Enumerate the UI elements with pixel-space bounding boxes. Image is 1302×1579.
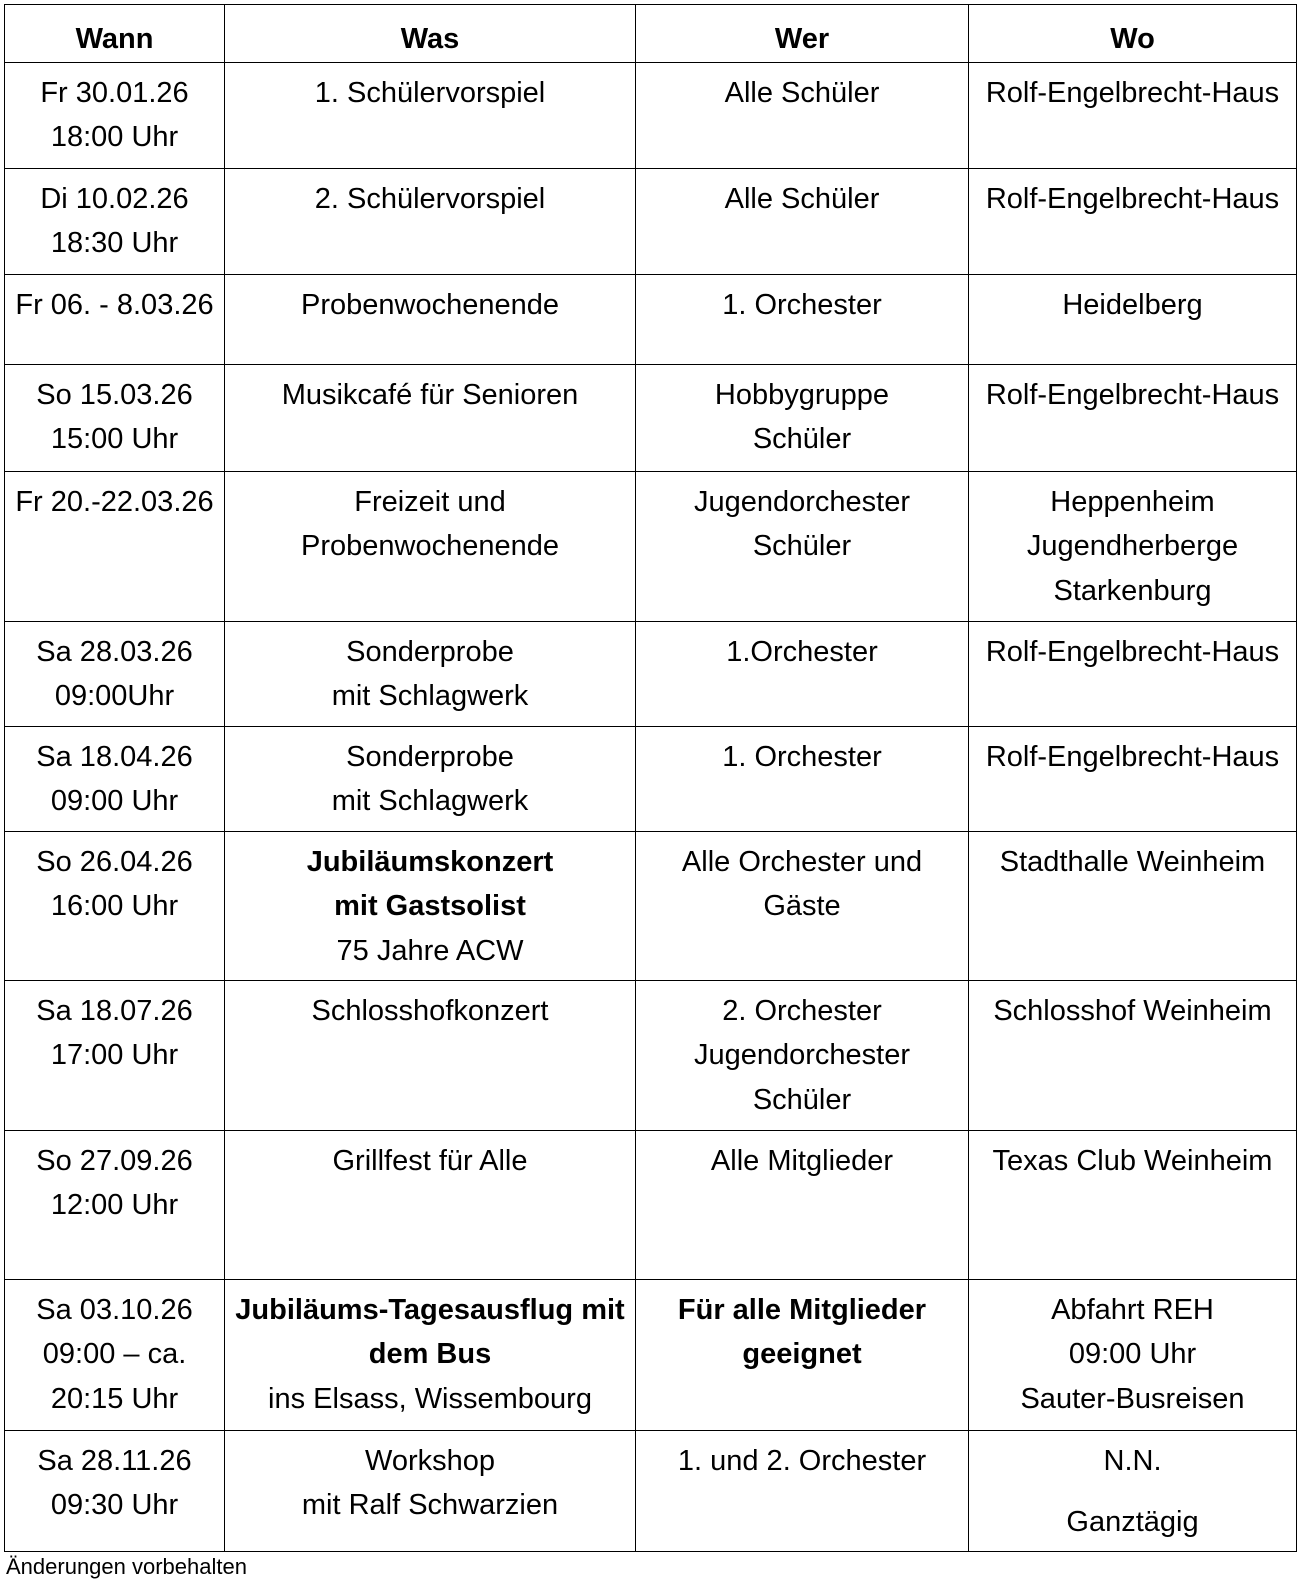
cell-line: Sauter-Busreisen <box>1020 1382 1245 1415</box>
cell-line: mit Ralf Schwarzien <box>301 1489 559 1521</box>
footnote: Änderungen vorbehalten <box>6 1554 247 1579</box>
cell-line: Freizeit und <box>354 485 506 518</box>
cell-line: Fr 20.-22.03.26 <box>15 485 214 518</box>
cell-wo <box>969 168 1297 274</box>
cell-was <box>225 1430 636 1551</box>
cell-line: Rolf-Engelbrecht-Haus <box>985 740 1280 773</box>
cell-wann <box>5 726 225 831</box>
cell-line: 1. Orchester <box>722 740 882 773</box>
cell-line: Schüler <box>752 1083 852 1116</box>
cell-wo <box>969 726 1297 831</box>
cell-wann <box>5 168 225 274</box>
cell-wann <box>5 1430 225 1551</box>
cell-line: Hobbygruppe <box>714 378 890 411</box>
cell-wo <box>969 621 1297 726</box>
cell-line: mit Schlagwerk <box>331 785 529 817</box>
cell-wann <box>5 471 225 621</box>
cell-line: Probenwochenende <box>301 288 559 321</box>
cell-line: Schüler <box>752 530 852 562</box>
cell-line: 1. Schülervorspiel <box>314 76 546 109</box>
header-wo: Wo <box>969 5 1297 63</box>
cell-line-bold: dem Bus <box>368 1338 492 1370</box>
cell-was <box>225 831 636 980</box>
table-row <box>5 1279 1297 1430</box>
cell-line: Schlosshofkonzert <box>311 994 549 1027</box>
cell-line: Gäste <box>763 890 841 922</box>
header-was: Was <box>225 5 636 63</box>
cell-wer <box>636 621 969 726</box>
cell-wann <box>5 980 225 1130</box>
cell-wo <box>969 980 1297 1130</box>
cell-line: Starkenburg <box>1053 574 1212 607</box>
cell-line: 1. Orchester <box>722 288 882 321</box>
cell-line: Probenwochenende <box>301 530 559 562</box>
cell-line: Rolf-Engelbrecht-Haus <box>985 635 1280 668</box>
cell-line-bold: mit Gastsolist <box>334 890 526 922</box>
cell-line: Texas Club Weinheim <box>992 1144 1273 1177</box>
cell-was <box>225 1130 636 1279</box>
cell-line: N.N. <box>1103 1444 1162 1477</box>
table-row <box>5 364 1297 471</box>
cell-line: Alle Schüler <box>724 182 880 215</box>
cell-wo <box>969 62 1297 168</box>
cell-wer <box>636 1430 969 1551</box>
cell-line: Heppenheim <box>1050 485 1215 518</box>
cell-line: Alle Schüler <box>724 76 880 109</box>
header-wer: Wer <box>636 5 969 63</box>
cell-line: Workshop <box>364 1444 496 1477</box>
cell-line: Fr 30.01.26 <box>40 76 189 109</box>
cell-wer <box>636 364 969 471</box>
cell-line: ins Elsass, Wissembourg <box>268 1382 592 1415</box>
table-row <box>5 1430 1297 1551</box>
cell-line: Sonderprobe <box>346 635 514 668</box>
cell-wann <box>5 62 225 168</box>
table-row <box>5 62 1297 168</box>
cell-line: 17:00 Uhr <box>50 1039 179 1071</box>
cell-line-bold: Für alle Mitglieder <box>677 1293 927 1326</box>
cell-wann <box>5 274 225 364</box>
cell-wann <box>5 364 225 471</box>
cell-line: mit Schlagwerk <box>331 680 529 712</box>
cell-line: Rolf-Engelbrecht-Haus <box>985 182 1280 215</box>
cell-wo <box>969 1279 1297 1430</box>
cell-was <box>225 1279 636 1430</box>
cell-wer <box>636 471 969 621</box>
header-row <box>5 5 1297 63</box>
cell-wer <box>636 168 969 274</box>
cell-line-bold: geeignet <box>742 1338 862 1370</box>
cell-line: 75 Jahre ACW <box>336 934 524 967</box>
cell-line: Stadthalle Weinheim <box>999 845 1266 878</box>
table-row <box>5 274 1297 364</box>
cell-line: 1. und 2. Orchester <box>677 1444 927 1477</box>
cell-line: 18:00 Uhr <box>50 121 179 153</box>
cell-was <box>225 168 636 274</box>
cell-line: Alle Mitglieder <box>710 1144 894 1177</box>
cell-line: Abfahrt REH <box>1051 1293 1214 1326</box>
cell-line: Schüler <box>752 423 852 455</box>
cell-wer <box>636 274 969 364</box>
cell-line: 09:00Uhr <box>54 680 175 712</box>
cell-line: Jugendorchester <box>693 485 911 518</box>
cell-line: Grillfest für Alle <box>332 1144 528 1177</box>
cell-line: Schlosshof Weinheim <box>993 994 1272 1027</box>
cell-wo <box>969 1430 1297 1551</box>
cell-line: So 15.03.26 <box>36 378 193 411</box>
cell-line: Sa 03.10.26 <box>36 1293 193 1326</box>
cell-line: 2. Orchester <box>722 994 882 1027</box>
cell-line: Musikcafé für Senioren <box>281 378 579 411</box>
cell-wer <box>636 62 969 168</box>
cell-line-bold: Jubiläums-Tagesausflug mit <box>235 1293 625 1326</box>
cell-was <box>225 726 636 831</box>
cell-line: Rolf-Engelbrecht-Haus <box>985 378 1280 411</box>
cell-line: 2. Schülervorspiel <box>314 182 546 215</box>
cell-wo <box>969 471 1297 621</box>
cell-line: So 27.09.26 <box>36 1144 193 1177</box>
cell-line: Ganztägig <box>1066 1506 1199 1538</box>
cell-line: Sa 28.03.26 <box>36 635 193 668</box>
table-row <box>5 726 1297 831</box>
cell-was <box>225 274 636 364</box>
cell-wann <box>5 831 225 980</box>
table-row <box>5 471 1297 621</box>
table-row <box>5 831 1297 980</box>
cell-wann <box>5 621 225 726</box>
cell-line: Fr 06. - 8.03.26 <box>15 288 214 321</box>
cell-wo <box>969 831 1297 980</box>
cell-wo <box>969 1130 1297 1279</box>
cell-line: Jugendorchester <box>693 1039 911 1071</box>
cell-line: Sa 18.07.26 <box>36 994 193 1027</box>
cell-wer <box>636 980 969 1130</box>
table-row <box>5 621 1297 726</box>
header-wann: Wann <box>5 5 225 63</box>
table-row <box>5 168 1297 274</box>
cell-line: 12:00 Uhr <box>50 1189 179 1221</box>
cell-was <box>225 471 636 621</box>
cell-line: Heidelberg <box>1062 288 1203 321</box>
table-row <box>5 1130 1297 1279</box>
cell-line: Alle Orchester und <box>681 845 923 878</box>
cell-line: Sa 18.04.26 <box>36 740 193 773</box>
cell-wo <box>969 274 1297 364</box>
cell-was <box>225 364 636 471</box>
cell-wann <box>5 1130 225 1279</box>
cell-line: Jugendherberge <box>1026 530 1239 562</box>
cell-was <box>225 621 636 726</box>
cell-line: 09:00 – ca. <box>42 1338 187 1370</box>
cell-line: Sonderprobe <box>346 740 514 773</box>
table-row <box>5 980 1297 1130</box>
cell-line: 09:30 Uhr <box>50 1489 179 1521</box>
cell-wo <box>969 364 1297 471</box>
cell-line: 09:00 Uhr <box>50 785 179 817</box>
cell-line: 20:15 Uhr <box>50 1382 179 1415</box>
cell-wer <box>636 1279 969 1430</box>
cell-line: 15:00 Uhr <box>50 423 179 455</box>
cell-wer <box>636 831 969 980</box>
cell-was <box>225 62 636 168</box>
cell-line: 09:00 Uhr <box>1068 1338 1197 1370</box>
cell-line: 1.Orchester <box>726 635 878 668</box>
cell-line: 18:30 Uhr <box>50 227 179 259</box>
cell-wer <box>636 726 969 831</box>
cell-line: So 26.04.26 <box>36 845 193 878</box>
cell-line: Sa 28.11.26 <box>37 1444 192 1477</box>
cell-wer <box>636 1130 969 1279</box>
cell-line: Rolf-Engelbrecht-Haus <box>985 76 1280 109</box>
cell-line: Di 10.02.26 <box>40 182 189 215</box>
event-schedule-table <box>4 4 1297 1552</box>
cell-was <box>225 980 636 1130</box>
cell-line-bold: Jubiläumskonzert <box>306 845 554 878</box>
cell-line: 16:00 Uhr <box>50 890 179 922</box>
cell-wann <box>5 1279 225 1430</box>
